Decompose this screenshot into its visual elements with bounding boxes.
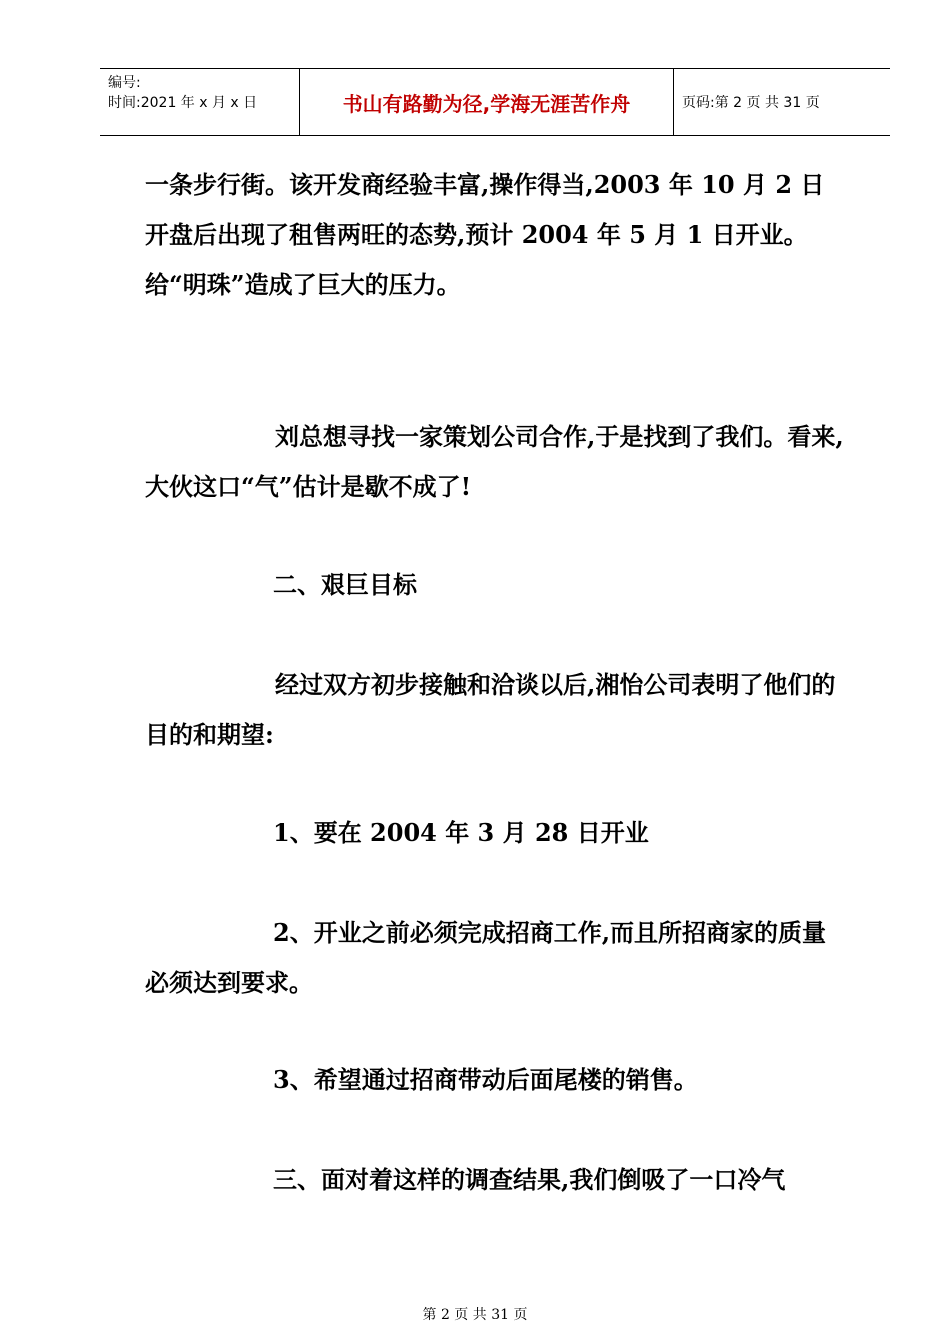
section-heading-2: 二、艰巨目标 (273, 570, 417, 599)
document-number-label: 编号: (108, 75, 141, 91)
header-page-label: 页码:第 2 页 共 31 页 (682, 95, 820, 111)
goal-item-3: 3、希望通过招商带动后面尾楼的销售。 (273, 1065, 698, 1094)
header-motto: 书山有路勤为径,学海无涯苦作舟 (300, 69, 674, 135)
paragraph-3: 经过双方初步接触和洽谈以后,湘怡公司表明了他们的目的和期望: (145, 670, 836, 749)
header-meta (100, 69, 300, 135)
goal-item-2: 2、开业之前必须完成招商工作,而且所招商家的质量必须达到要求。 (145, 918, 827, 997)
page-header (100, 68, 890, 136)
paragraph-2: 刘总想寻找一家策划公司合作,于是找到了我们。看来,大伙这口“气”估计是歇不成了! (145, 422, 844, 501)
section-heading-3: 三、面对着这样的调查结果,我们倒吸了一口冷气 (273, 1165, 786, 1194)
document-time-label: 时间:2021 年 x 月 x 日 (108, 95, 258, 111)
page-footer: 第 2 页 共 31 页 (422, 1307, 528, 1323)
paragraph-1: 一条步行街。该开发商经验丰富,操作得当,2003 年 10 月 2 日开盘后出现了租售两旺的态势,预计 2004 年 5 月 1 日开业。给“明珠”造成了巨大的压力。 (145, 170, 825, 299)
goal-item-1: 1、要在 2004 年 3 月 28 日开业 (273, 818, 649, 847)
